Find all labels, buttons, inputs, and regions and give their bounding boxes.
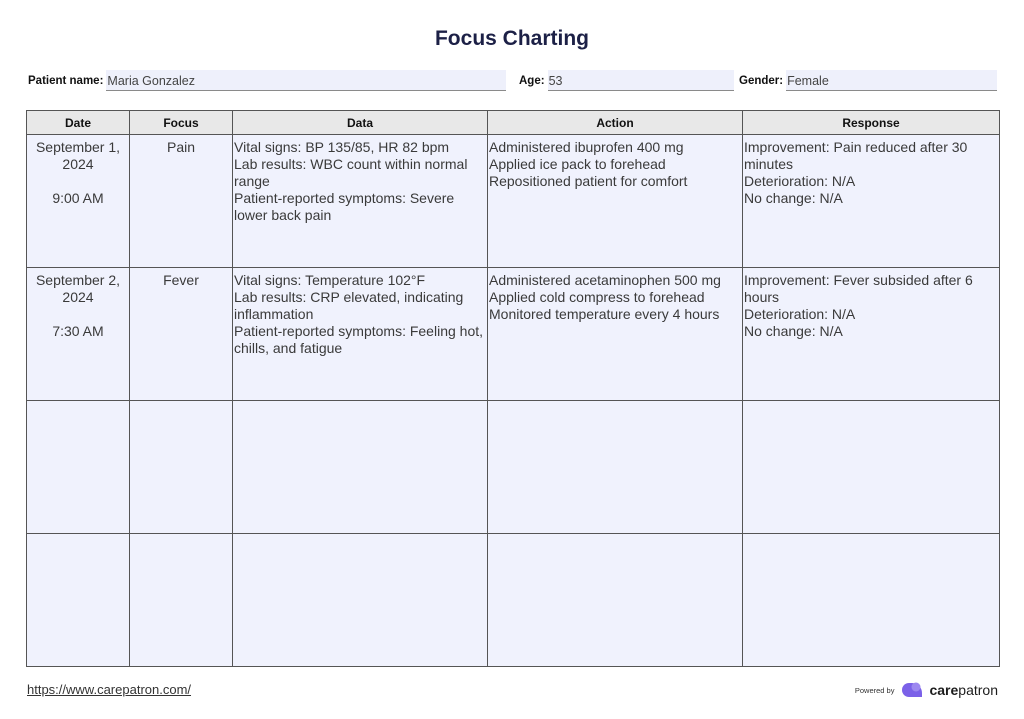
header-action: Action bbox=[488, 111, 743, 135]
response-line: Improvement: Fever subsided after 6 hours bbox=[744, 272, 973, 305]
header-response: Response bbox=[743, 111, 1000, 135]
response-line: Improvement: Pain reduced after 30 minutes bbox=[744, 139, 968, 172]
action-cell[interactable] bbox=[488, 534, 743, 667]
action-line: Monitored temperature every 4 hours bbox=[489, 306, 720, 322]
time-text: 7:30 AM bbox=[52, 323, 104, 339]
data-line: Vital signs: Temperature 102°F bbox=[234, 272, 426, 288]
date-cell[interactable] bbox=[27, 268, 130, 401]
focus-cell[interactable] bbox=[130, 534, 233, 667]
table-row bbox=[27, 135, 1000, 268]
response-cell[interactable] bbox=[743, 268, 1000, 401]
time-text: 9:00 AM bbox=[52, 190, 104, 206]
brand-name-rest: patron bbox=[958, 682, 998, 698]
data-cell[interactable] bbox=[233, 268, 488, 401]
brand-name-bold: care bbox=[929, 682, 959, 698]
table-header-row bbox=[27, 111, 1000, 135]
age-label: Age: bbox=[519, 74, 545, 87]
response-line: Deterioration: N/A bbox=[744, 173, 856, 189]
patient-name-label: Patient name: bbox=[28, 74, 104, 87]
data-cell[interactable] bbox=[233, 135, 488, 268]
action-cell[interactable] bbox=[488, 401, 743, 534]
header-data: Data bbox=[233, 111, 488, 135]
focus-cell[interactable] bbox=[130, 401, 233, 534]
table-row bbox=[27, 268, 1000, 401]
data-line: Lab results: CRP elevated, indicating inflammation bbox=[234, 289, 464, 322]
focus-cell[interactable] bbox=[130, 268, 233, 401]
data-line: Patient-reported symptoms: Severe lower back pain bbox=[234, 190, 455, 223]
date-cell[interactable] bbox=[27, 534, 130, 667]
action-line: Administered acetaminophen 500 mg bbox=[489, 272, 721, 288]
date-text: September 2, 2024 bbox=[35, 272, 121, 305]
data-line: Vital signs: BP 135/85, HR 82 bpm bbox=[234, 139, 450, 155]
action-line: Administered ibuprofen 400 mg bbox=[489, 139, 684, 155]
action-cell[interactable] bbox=[488, 268, 743, 401]
action-line: Applied cold compress to forehead bbox=[489, 289, 705, 305]
carepatron-logo-icon bbox=[899, 680, 925, 700]
brand-name bbox=[929, 682, 998, 698]
response-cell[interactable] bbox=[743, 135, 1000, 268]
response-cell[interactable] bbox=[743, 534, 1000, 667]
age-row bbox=[519, 70, 734, 91]
patient-name-row bbox=[28, 70, 506, 91]
age-field[interactable]: 53 bbox=[548, 70, 734, 91]
focus-charting-table bbox=[26, 110, 1000, 667]
date-text: September 1, 2024 bbox=[35, 139, 121, 172]
focus-text: Pain bbox=[166, 139, 196, 155]
carepatron-link[interactable]: https://www.carepatron.com/ bbox=[27, 682, 192, 697]
page-title: Focus Charting bbox=[434, 27, 589, 50]
powered-by-brand bbox=[855, 680, 998, 700]
table-row-empty bbox=[27, 534, 1000, 667]
data-line: Lab results: WBC count within normal range bbox=[234, 156, 468, 189]
table-row-empty bbox=[27, 401, 1000, 534]
date-cell[interactable] bbox=[27, 135, 130, 268]
gender-row bbox=[739, 70, 997, 91]
data-line: Patient-reported symptoms: Feeling hot, chills, and fatigue bbox=[234, 323, 484, 356]
data-cell[interactable] bbox=[233, 401, 488, 534]
patient-name-field[interactable]: Maria Gonzalez bbox=[106, 70, 506, 91]
action-cell[interactable] bbox=[488, 135, 743, 268]
header-date: Date bbox=[27, 111, 130, 135]
date-cell[interactable] bbox=[27, 401, 130, 534]
powered-by-text: Powered by bbox=[854, 685, 895, 695]
gender-field[interactable]: Female bbox=[786, 70, 997, 91]
action-line: Applied ice pack to forehead bbox=[489, 156, 666, 172]
focus-cell[interactable] bbox=[130, 135, 233, 268]
response-line: No change: N/A bbox=[744, 323, 843, 339]
response-line: Deterioration: N/A bbox=[744, 306, 856, 322]
focus-text: Fever bbox=[163, 272, 199, 288]
response-cell[interactable] bbox=[743, 401, 1000, 534]
action-line: Repositioned patient for comfort bbox=[489, 173, 688, 189]
header-focus: Focus bbox=[130, 111, 233, 135]
data-cell[interactable] bbox=[233, 534, 488, 667]
gender-label: Gender: bbox=[739, 74, 784, 87]
response-line: No change: N/A bbox=[744, 190, 843, 206]
